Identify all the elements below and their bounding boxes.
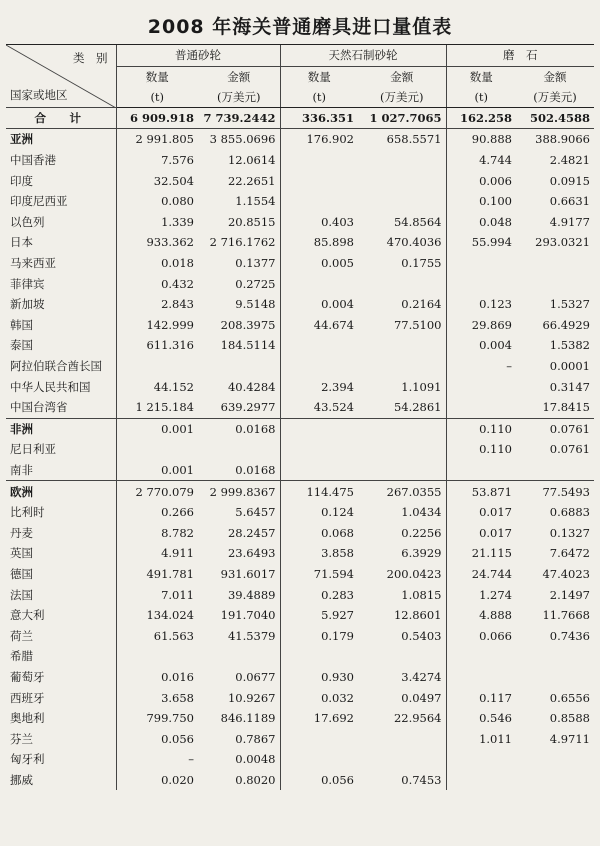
qty-cell: 142.999 xyxy=(116,315,198,336)
qty-cell xyxy=(280,335,358,356)
row-label: 尼日利亚 xyxy=(10,442,56,457)
amount-cell: 267.0355 xyxy=(358,481,446,502)
row-label: 丹麦 xyxy=(10,525,33,540)
amount-cell: 54.8564 xyxy=(393,214,442,229)
row-label: 新加坡 xyxy=(10,297,45,312)
amount-cell: 846.1189 xyxy=(220,711,276,726)
row-label: 韩国 xyxy=(10,317,33,332)
amount-cell: 0.0168 xyxy=(198,418,280,439)
amount-cell: 0.7453 xyxy=(401,772,442,787)
amount-cell: 40.4284 xyxy=(227,379,276,394)
row-label: 英国 xyxy=(10,546,33,561)
header-corner xyxy=(6,45,116,108)
qty-cell: 0.403 xyxy=(280,212,358,233)
amount-cell: 388.9066 xyxy=(535,132,590,147)
amount-cell: 1.5382 xyxy=(549,338,590,353)
qty-cell: 0.006 xyxy=(446,170,516,191)
amount-cell xyxy=(516,646,594,667)
qty-cell: 4.888 xyxy=(446,605,516,626)
qty-cell xyxy=(280,170,358,191)
amount-cell: 639.2977 xyxy=(220,400,276,415)
qty-cell: 44.674 xyxy=(280,315,358,336)
qty-cell: 0.016 xyxy=(116,667,198,688)
qty-cell: 0.056 xyxy=(116,728,198,749)
qty-cell: 0.110 xyxy=(446,418,516,439)
qty-cell: 32.504 xyxy=(116,170,198,191)
row-label: 合 计 xyxy=(6,107,116,129)
qty-cell xyxy=(116,646,198,667)
qty-cell xyxy=(446,646,516,667)
amount-cell: 1.1091 xyxy=(401,379,442,394)
table-row xyxy=(6,397,594,418)
amount-cell: 0.0001 xyxy=(549,359,590,374)
row-label: 印度 xyxy=(10,173,33,188)
row-label: 意大利 xyxy=(10,608,45,623)
amount-cell: 0.7867 xyxy=(235,731,276,746)
amount-cell: 1.1554 xyxy=(235,194,276,209)
table-body xyxy=(6,107,594,790)
amount-cell xyxy=(358,150,446,171)
amount-cell: 3 855.0696 xyxy=(209,132,276,147)
qty-cell: 2.394 xyxy=(280,376,358,397)
qty-cell xyxy=(116,439,198,460)
qty-cell: 0.004 xyxy=(446,335,516,356)
amount-cell: 2 716.1762 xyxy=(209,235,276,250)
qty-cell: 4.744 xyxy=(446,150,516,171)
import-table xyxy=(6,44,594,790)
row-label: 欧洲 xyxy=(6,481,116,502)
row-label: 希腊 xyxy=(10,649,33,664)
amount-cell: 7.6472 xyxy=(549,546,590,561)
amount-cell: 0.0497 xyxy=(401,690,442,705)
row-label: 泰国 xyxy=(10,338,33,353)
row-label: 非洲 xyxy=(6,418,116,439)
amount-cell: 470.4036 xyxy=(386,235,442,250)
amount-cell xyxy=(516,273,594,294)
amount-cell: 0.2164 xyxy=(401,297,442,312)
qty-cell: 0.266 xyxy=(116,502,198,523)
col-header-qty: 数量 (t) xyxy=(280,66,358,107)
table-row xyxy=(6,212,594,233)
amount-cell: 1.5327 xyxy=(549,297,590,312)
qty-cell: 0.056 xyxy=(280,770,358,791)
qty-cell: 24.744 xyxy=(446,564,516,585)
region-row xyxy=(6,481,594,502)
amount-cell: 0.6883 xyxy=(549,505,590,520)
amount-cell xyxy=(358,749,446,770)
amount-cell xyxy=(358,335,446,356)
col-header-amount: 金额 (万美元) xyxy=(198,66,280,107)
amount-cell: 23.6493 xyxy=(227,546,276,561)
row-label: 以色列 xyxy=(10,214,45,229)
amount-cell: 0.7436 xyxy=(549,628,590,643)
row-label: 芬兰 xyxy=(10,731,33,746)
qty-cell: 0.017 xyxy=(446,502,516,523)
qty-cell: 8.782 xyxy=(116,522,198,543)
row-label: 日本 xyxy=(10,235,33,250)
table-row xyxy=(6,667,594,688)
qty-cell: 0.017 xyxy=(446,522,516,543)
amount-cell: 9.5148 xyxy=(235,297,276,312)
row-label: 匈牙利 xyxy=(10,752,45,767)
qty-cell: 0.124 xyxy=(280,502,358,523)
row-label: 西班牙 xyxy=(10,690,45,705)
qty-cell: 7.011 xyxy=(116,584,198,605)
row-label: 菲律宾 xyxy=(10,276,45,291)
amount-cell: 77.5493 xyxy=(516,481,594,502)
amount-cell: 11.7668 xyxy=(542,608,590,623)
qty-cell xyxy=(446,749,516,770)
qty-cell: 90.888 xyxy=(446,129,516,150)
table-row xyxy=(6,749,594,770)
table-row xyxy=(6,564,594,585)
amount-cell: 3.4274 xyxy=(401,669,442,684)
amount-cell xyxy=(516,667,594,688)
amount-cell: 2.1497 xyxy=(549,587,590,602)
amount-cell: 54.2861 xyxy=(393,400,442,415)
row-label: 亚洲 xyxy=(10,132,33,147)
table-row xyxy=(6,150,594,171)
table-row xyxy=(6,335,594,356)
table-row xyxy=(6,253,594,274)
row-label: 奥地利 xyxy=(10,711,45,726)
row-label: 法国 xyxy=(10,587,33,602)
amount-cell: 191.7040 xyxy=(220,608,276,623)
amount-cell: 1.0434 xyxy=(401,505,442,520)
qty-cell: 2 770.079 xyxy=(116,481,198,502)
amount-cell: 0.0168 xyxy=(235,462,276,477)
qty-cell: 7.576 xyxy=(116,150,198,171)
amount-cell: 0.5403 xyxy=(401,628,442,643)
amount-cell: 39.4889 xyxy=(227,587,276,602)
amount-cell: 22.9564 xyxy=(393,711,442,726)
row-label: 阿拉伯联合酋长国 xyxy=(10,359,102,374)
qty-cell: 2.843 xyxy=(116,294,198,315)
amount-cell: 22.2651 xyxy=(227,173,276,188)
amount-cell: 0.1377 xyxy=(235,256,276,271)
row-label: 葡萄牙 xyxy=(10,669,45,684)
amount-cell: 10.9267 xyxy=(227,690,276,705)
qty-cell: 71.594 xyxy=(280,564,358,585)
table-row xyxy=(6,294,594,315)
qty-cell: 61.563 xyxy=(116,625,198,646)
amount-cell: 12.0614 xyxy=(227,153,276,168)
amount-cell: 1 027.7065 xyxy=(358,107,446,129)
qty-cell xyxy=(446,273,516,294)
group-header-natural-stone-wheel: 天然石制砂轮 xyxy=(280,45,446,67)
qty-cell: 0.066 xyxy=(446,625,516,646)
amount-cell: 0.0761 xyxy=(549,442,590,457)
qty-cell xyxy=(280,191,358,212)
table-row xyxy=(6,502,594,523)
amount-cell: 0.1755 xyxy=(401,256,442,271)
total-row xyxy=(6,107,594,129)
amount-cell: 293.0321 xyxy=(535,235,590,250)
qty-cell: 114.475 xyxy=(280,481,358,502)
qty-cell xyxy=(280,728,358,749)
amount-cell xyxy=(516,253,594,274)
amount-cell: 4.9177 xyxy=(549,214,590,229)
amount-cell xyxy=(358,728,446,749)
qty-cell: 0.100 xyxy=(446,191,516,212)
qty-cell: 3.658 xyxy=(116,687,198,708)
table-row xyxy=(6,543,594,564)
amount-cell xyxy=(358,356,446,377)
table-row xyxy=(6,605,594,626)
qty-cell xyxy=(446,253,516,274)
row-label: 印度尼西亚 xyxy=(10,194,68,209)
qty-cell: 0.005 xyxy=(280,253,358,274)
amount-cell: 0.2256 xyxy=(401,525,442,540)
amount-cell: 0.0915 xyxy=(549,173,590,188)
qty-cell: 491.781 xyxy=(116,564,198,585)
amount-cell: 0.1327 xyxy=(549,525,590,540)
amount-cell: 12.8601 xyxy=(393,608,442,623)
amount-cell: 502.4588 xyxy=(516,107,594,129)
table-row xyxy=(6,708,594,729)
qty-cell: 0.110 xyxy=(446,439,516,460)
qty-cell: 0.004 xyxy=(280,294,358,315)
qty-cell: 799.750 xyxy=(116,708,198,729)
qty-cell: 0.032 xyxy=(280,687,358,708)
qty-cell xyxy=(280,273,358,294)
amount-cell: 0.0048 xyxy=(235,752,276,767)
qty-cell: 55.994 xyxy=(446,232,516,253)
qty-cell: 0.432 xyxy=(116,273,198,294)
table-title: 2008 年海关普通磨具进口量值表 xyxy=(147,16,453,38)
region-row xyxy=(6,418,594,439)
table-row xyxy=(6,770,594,791)
qty-cell: 17.692 xyxy=(280,708,358,729)
qty-cell xyxy=(280,418,358,439)
amount-cell: 47.4023 xyxy=(542,566,590,581)
amount-cell: 658.5571 xyxy=(386,132,442,147)
table-row xyxy=(6,439,594,460)
amount-cell xyxy=(198,356,280,377)
qty-cell: 0.001 xyxy=(116,418,198,439)
row-label: 挪威 xyxy=(10,772,33,787)
corner-region-label: 国家或地区 xyxy=(10,87,68,102)
amount-cell: 4.9711 xyxy=(549,731,590,746)
amount-cell: 41.5379 xyxy=(227,628,276,643)
amount-cell: 0.8020 xyxy=(235,772,276,787)
table-row xyxy=(6,273,594,294)
table-row xyxy=(6,584,594,605)
amount-cell xyxy=(358,646,446,667)
col-header-amount: 金额 (万美元) xyxy=(358,66,446,107)
col-header-amount: 金额 (万美元) xyxy=(516,66,594,107)
qty-cell: 21.115 xyxy=(446,543,516,564)
amount-cell: 0.0761 xyxy=(516,418,594,439)
header-row-groups xyxy=(6,45,594,67)
qty-cell xyxy=(280,439,358,460)
table-row xyxy=(6,376,594,397)
amount-cell xyxy=(358,273,446,294)
qty-cell xyxy=(116,356,198,377)
qty-cell: 1 215.184 xyxy=(116,397,198,418)
qty-cell: 134.024 xyxy=(116,605,198,626)
qty-cell: 1.274 xyxy=(446,584,516,605)
group-header-ordinary-wheel: 普通砂轮 xyxy=(116,45,280,67)
amount-cell: 66.4929 xyxy=(542,317,590,332)
corner-category-label: 类 别 xyxy=(73,51,108,65)
row-label: 中国香港 xyxy=(10,153,56,168)
qty-cell: 5.927 xyxy=(280,605,358,626)
qty-cell: – xyxy=(116,749,198,770)
amount-cell: 0.6631 xyxy=(549,194,590,209)
amount-cell: 5.6457 xyxy=(235,505,276,520)
table-row xyxy=(6,191,594,212)
qty-cell: 53.871 xyxy=(446,481,516,502)
qty-cell: 0.001 xyxy=(116,460,198,481)
amount-cell xyxy=(516,749,594,770)
qty-cell xyxy=(446,770,516,791)
qty-cell: 43.524 xyxy=(280,397,358,418)
qty-cell: 0.179 xyxy=(280,625,358,646)
qty-cell: 0.020 xyxy=(116,770,198,791)
group-header-whetstone: 磨 石 xyxy=(446,45,594,67)
qty-cell: 933.362 xyxy=(116,232,198,253)
amount-cell: 208.3975 xyxy=(220,317,276,332)
qty-cell xyxy=(280,646,358,667)
amount-cell: 20.8515 xyxy=(227,214,276,229)
table-row xyxy=(6,460,594,481)
amount-cell: 0.3147 xyxy=(549,379,590,394)
qty-cell xyxy=(280,749,358,770)
qty-cell: 85.898 xyxy=(280,232,358,253)
table-row xyxy=(6,687,594,708)
qty-cell: 6 909.918 xyxy=(116,107,198,129)
amount-cell xyxy=(358,439,446,460)
amount-cell xyxy=(516,460,594,481)
amount-cell: 7 739.2442 xyxy=(198,107,280,129)
qty-cell: 1.011 xyxy=(446,728,516,749)
qty-cell xyxy=(446,397,516,418)
amount-cell: 2 999.8367 xyxy=(198,481,280,502)
qty-cell xyxy=(280,150,358,171)
region-row xyxy=(6,129,594,150)
amount-cell xyxy=(198,646,280,667)
table-row xyxy=(6,646,594,667)
row-label: 中华人民共和国 xyxy=(10,379,91,394)
qty-cell: 1.339 xyxy=(116,212,198,233)
table-row xyxy=(6,356,594,377)
col-header-qty: 数量 (t) xyxy=(446,66,516,107)
amount-cell xyxy=(358,170,446,191)
col-header-qty: 数量 (t) xyxy=(116,66,198,107)
qty-cell: 176.902 xyxy=(280,129,358,150)
amount-cell xyxy=(358,418,446,439)
qty-cell xyxy=(280,460,358,481)
table-row xyxy=(6,315,594,336)
qty-cell: 0.123 xyxy=(446,294,516,315)
qty-cell: 0.930 xyxy=(280,667,358,688)
amount-cell: 931.6017 xyxy=(220,566,276,581)
qty-cell: 0.080 xyxy=(116,191,198,212)
qty-cell: 3.858 xyxy=(280,543,358,564)
amount-cell: 6.3929 xyxy=(401,546,442,561)
amount-cell: 0.8588 xyxy=(549,711,590,726)
row-label: 马来西亚 xyxy=(10,256,56,271)
table-row xyxy=(6,522,594,543)
amount-cell: 77.5100 xyxy=(393,317,442,332)
row-label: 南非 xyxy=(10,462,33,477)
qty-cell: 4.911 xyxy=(116,543,198,564)
amount-cell xyxy=(358,191,446,212)
amount-cell: 184.5114 xyxy=(220,338,276,353)
qty-cell: 44.152 xyxy=(116,376,198,397)
qty-cell: 336.351 xyxy=(280,107,358,129)
amount-cell: 200.0423 xyxy=(386,566,442,581)
qty-cell: 611.316 xyxy=(116,335,198,356)
qty-cell xyxy=(446,460,516,481)
qty-cell: 0.546 xyxy=(446,708,516,729)
row-label: 荷兰 xyxy=(10,628,33,643)
amount-cell: 0.6556 xyxy=(549,690,590,705)
qty-cell xyxy=(446,376,516,397)
table-row xyxy=(6,170,594,191)
qty-cell: – xyxy=(446,356,516,377)
qty-cell xyxy=(280,356,358,377)
table-row xyxy=(6,625,594,646)
qty-cell: 0.018 xyxy=(116,253,198,274)
qty-cell: 0.048 xyxy=(446,212,516,233)
amount-cell xyxy=(516,770,594,791)
amount-cell xyxy=(358,460,446,481)
table-row xyxy=(6,232,594,253)
qty-cell: 29.869 xyxy=(446,315,516,336)
amount-cell: 28.2457 xyxy=(227,525,276,540)
qty-cell: 162.258 xyxy=(446,107,516,129)
amount-cell: 17.8415 xyxy=(542,400,590,415)
table-row xyxy=(6,728,594,749)
qty-cell: 0.117 xyxy=(446,687,516,708)
amount-cell: 0.0677 xyxy=(235,669,276,684)
qty-cell: 0.283 xyxy=(280,584,358,605)
amount-cell: 1.0815 xyxy=(401,587,442,602)
row-label: 德国 xyxy=(10,566,33,581)
qty-cell xyxy=(446,667,516,688)
amount-cell: 0.2725 xyxy=(235,276,276,291)
row-label: 比利时 xyxy=(10,505,45,520)
qty-cell: 2 991.805 xyxy=(116,129,198,150)
row-label: 中国台湾省 xyxy=(10,400,68,415)
qty-cell: 0.068 xyxy=(280,522,358,543)
amount-cell xyxy=(198,439,280,460)
amount-cell: 2.4821 xyxy=(549,153,590,168)
